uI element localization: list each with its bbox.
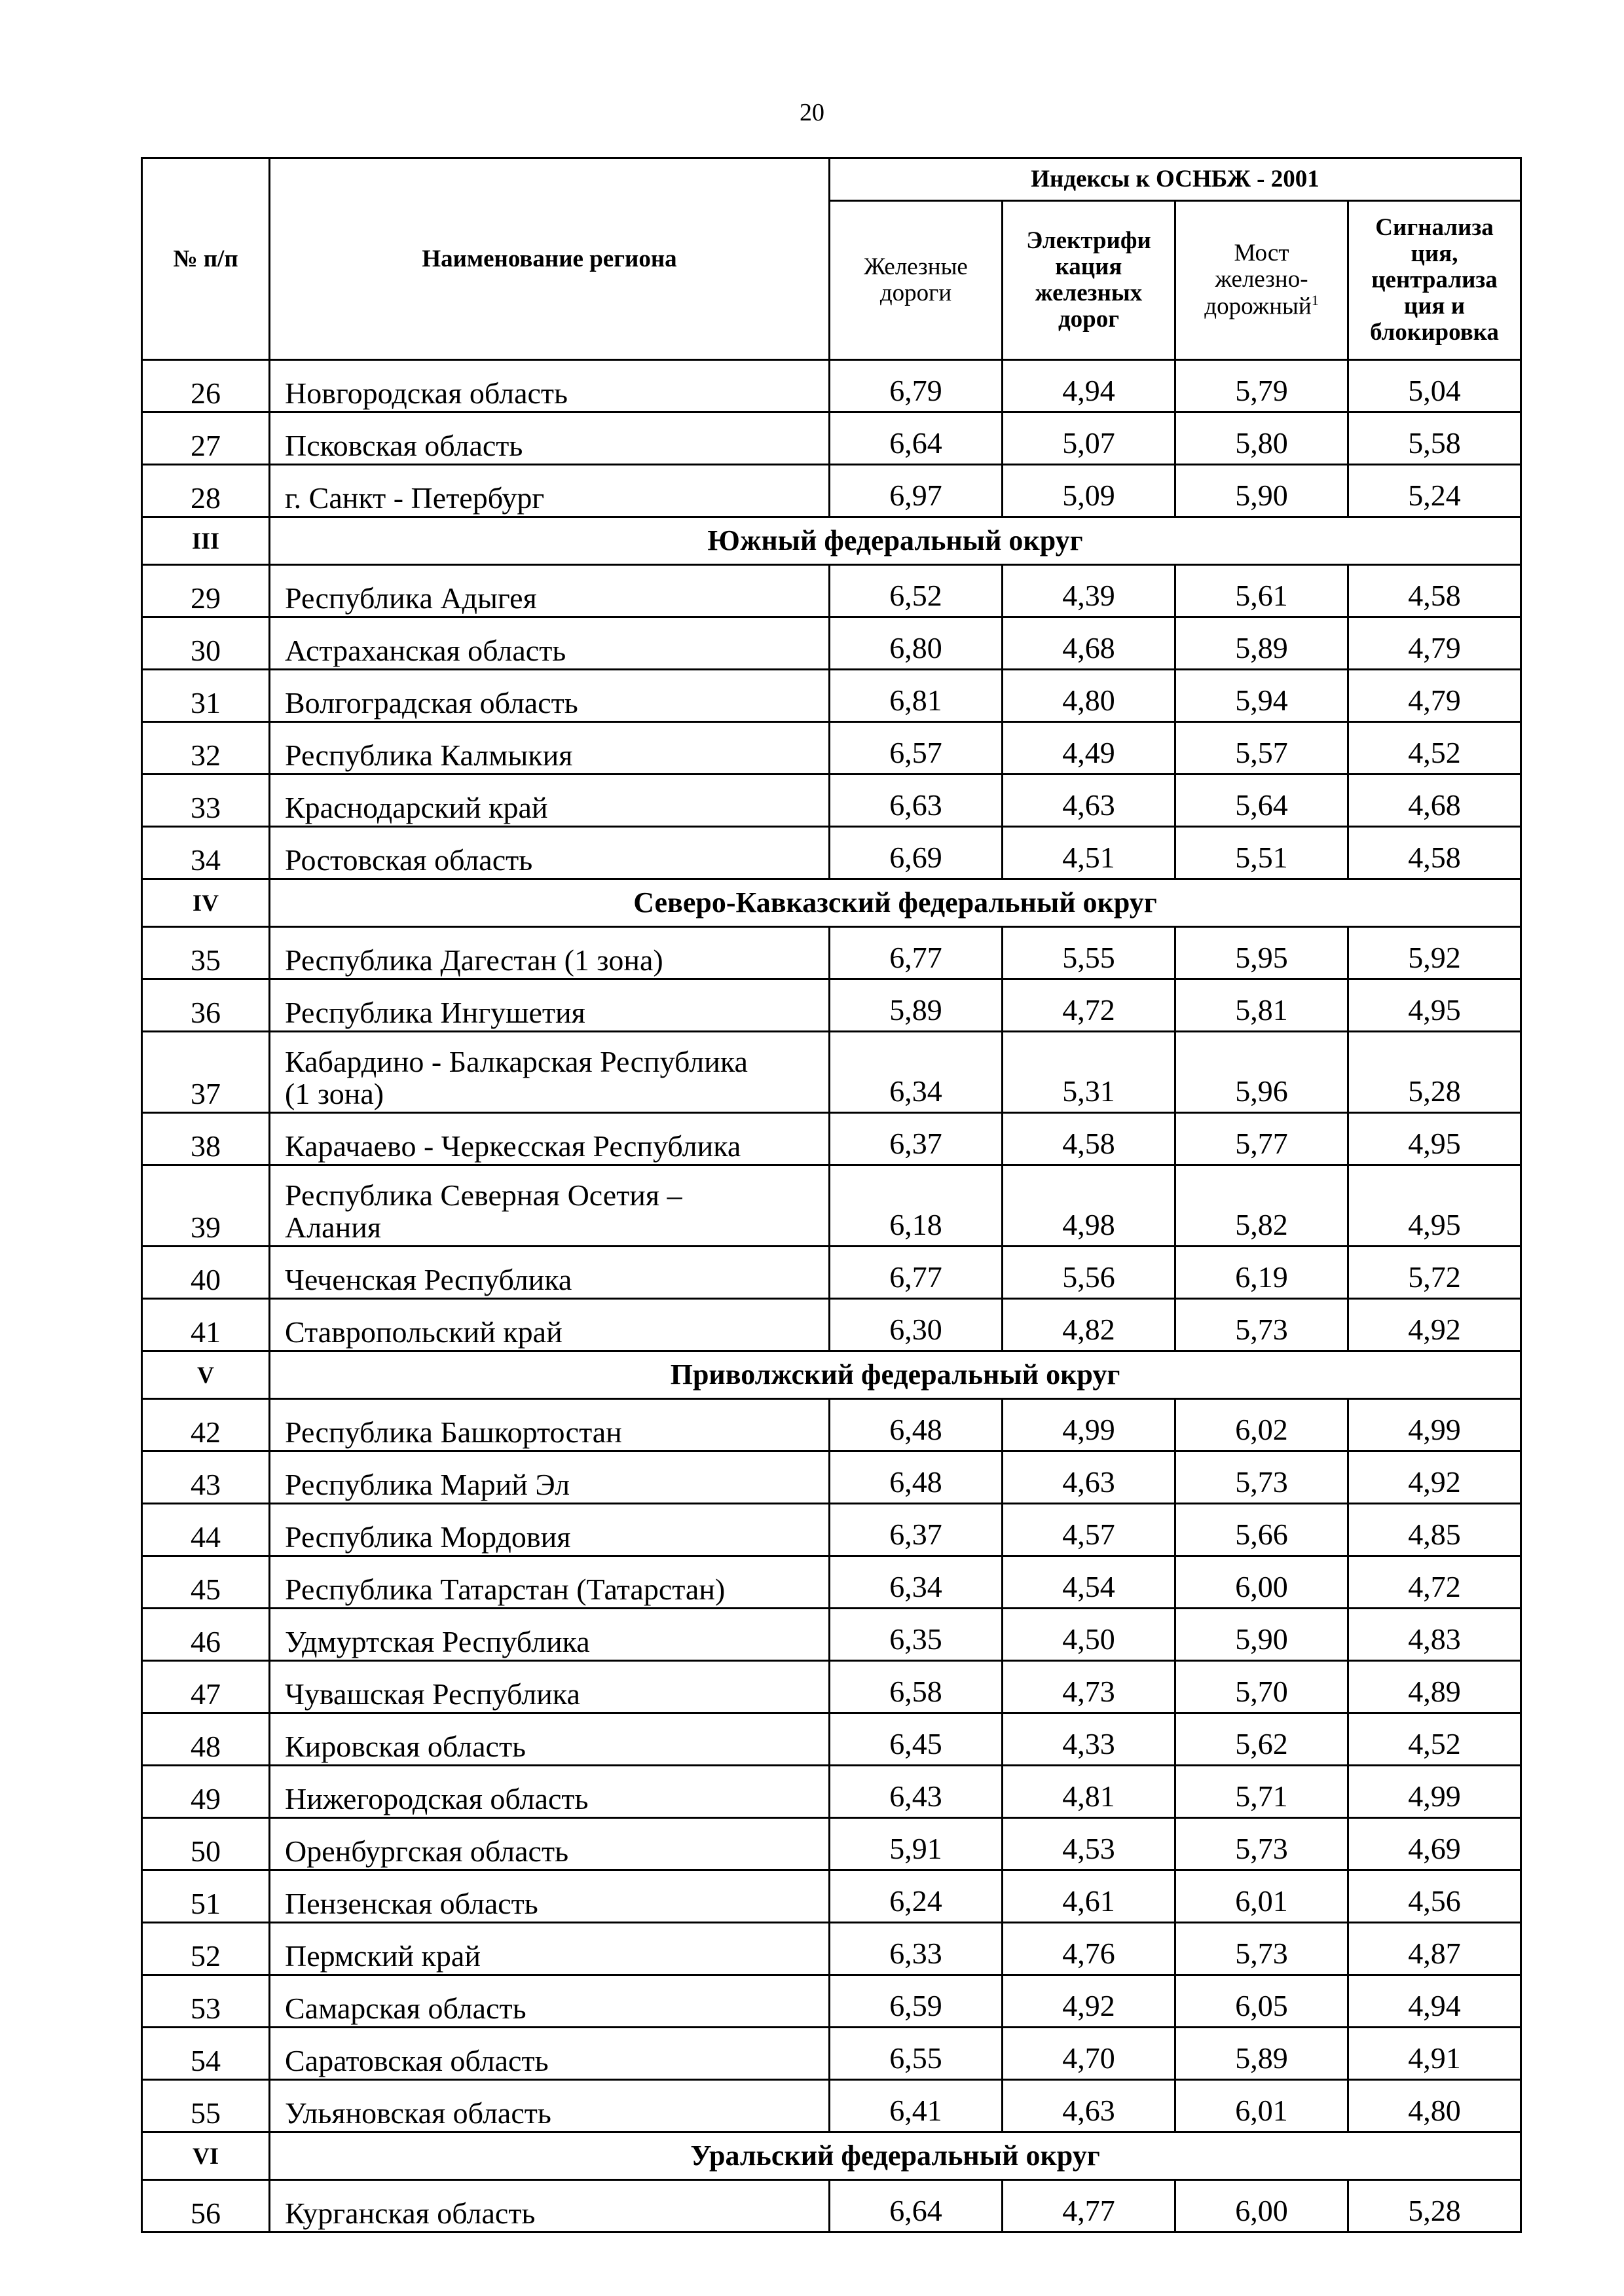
header-signalling: Сигнализа ция, централиза ция и блокировка [1348, 201, 1521, 360]
region-name: Пермский край [270, 1923, 830, 1975]
signalling-index: 4,89 [1348, 1661, 1521, 1713]
table-row [142, 1870, 1521, 1923]
railway-index: 6,34 [830, 1556, 1003, 1609]
row-number: 55 [142, 2080, 270, 2132]
region-name: г. Санкт - Петербург [270, 465, 830, 517]
row-number: 34 [142, 827, 270, 879]
row-number: 28 [142, 465, 270, 517]
row-number: 27 [142, 412, 270, 465]
railway-index: 6,33 [830, 1923, 1003, 1975]
region-name: Краснодарский край [270, 774, 830, 827]
electrification-index: 4,92 [1003, 1975, 1175, 2028]
electrification-index: 4,39 [1003, 565, 1175, 617]
region-name: Республика Татарстан (Татарстан) [270, 1556, 830, 1609]
bridge-index: 5,61 [1175, 565, 1348, 617]
railway-index: 6,37 [830, 1113, 1003, 1165]
table-row [142, 2180, 1521, 2232]
signalling-index: 4,83 [1348, 1609, 1521, 1661]
railway-index: 6,55 [830, 2028, 1003, 2080]
district-number: III [142, 517, 270, 565]
table-body [142, 360, 1521, 2232]
bridge-index: 5,79 [1175, 360, 1348, 412]
header-bridge: Мост железно- дорожный$^1$ [1175, 201, 1348, 360]
signalling-index: 4,91 [1348, 2028, 1521, 2080]
signalling-index: 4,72 [1348, 1556, 1521, 1609]
table-row [142, 1713, 1521, 1766]
electrification-index: 4,61 [1003, 1870, 1175, 1923]
bridge-index: 5,73 [1175, 1299, 1348, 1351]
district-name: Уральский федеральный округ [270, 2132, 1521, 2180]
bridge-index: 5,95 [1175, 927, 1348, 979]
signalling-index: 5,28 [1348, 1032, 1521, 1113]
bridge-index: 5,80 [1175, 412, 1348, 465]
region-name: Кировская область [270, 1713, 830, 1766]
bridge-index: 5,90 [1175, 465, 1348, 517]
electrification-index: 5,07 [1003, 412, 1175, 465]
row-number: 37 [142, 1032, 270, 1113]
electrification-index: 4,58 [1003, 1113, 1175, 1165]
row-number: 45 [142, 1556, 270, 1609]
bridge-index: 5,64 [1175, 774, 1348, 827]
district-name: Приволжский федеральный округ [270, 1351, 1521, 1399]
signalling-index: 4,95 [1348, 979, 1521, 1032]
electrification-index: 4,70 [1003, 2028, 1175, 2080]
region-name: Республика Северная Осетия – Алания [270, 1165, 830, 1247]
electrification-index: 5,09 [1003, 465, 1175, 517]
signalling-index: 4,80 [1348, 2080, 1521, 2132]
region-name: Ульяновская область [270, 2080, 830, 2132]
district-number: VI [142, 2132, 270, 2180]
signalling-index: 4,69 [1348, 1818, 1521, 1870]
bridge-index: 6,19 [1175, 1247, 1348, 1299]
row-number: 26 [142, 360, 270, 412]
table-row [142, 2080, 1521, 2132]
railway-index: 6,34 [830, 1032, 1003, 1113]
signalling-index: 4,92 [1348, 1451, 1521, 1504]
electrification-index: 4,50 [1003, 1609, 1175, 1661]
header-railways: Железные дороги [830, 201, 1003, 360]
region-name: Астраханская область [270, 617, 830, 670]
electrification-index: 4,80 [1003, 670, 1175, 722]
electrification-index: 4,63 [1003, 1451, 1175, 1504]
bridge-index: 5,62 [1175, 1713, 1348, 1766]
railway-index: 6,45 [830, 1713, 1003, 1766]
regional-index-table [141, 157, 1522, 2233]
bridge-index: 5,90 [1175, 1609, 1348, 1661]
bridge-index: 5,70 [1175, 1661, 1348, 1713]
table-row [142, 1399, 1521, 1451]
table-row [142, 1661, 1521, 1713]
signalling-index: 4,68 [1348, 774, 1521, 827]
bridge-index: 5,51 [1175, 827, 1348, 879]
table-row [142, 979, 1521, 1032]
row-number: 43 [142, 1451, 270, 1504]
signalling-index: 4,95 [1348, 1113, 1521, 1165]
signalling-index: 4,58 [1348, 565, 1521, 617]
region-name: Ростовская область [270, 827, 830, 879]
electrification-index: 4,98 [1003, 1165, 1175, 1247]
signalling-index: 4,79 [1348, 670, 1521, 722]
region-name: Республика Ингушетия [270, 979, 830, 1032]
table-row [142, 1299, 1521, 1351]
signalling-index: 5,28 [1348, 2180, 1521, 2232]
table-row [142, 565, 1521, 617]
electrification-index: 4,77 [1003, 2180, 1175, 2232]
railway-index: 6,64 [830, 412, 1003, 465]
region-name: Ставропольский край [270, 1299, 830, 1351]
bridge-index: 5,96 [1175, 1032, 1348, 1113]
electrification-index: 5,56 [1003, 1247, 1175, 1299]
signalling-index: 4,52 [1348, 1713, 1521, 1766]
railway-index: 6,41 [830, 2080, 1003, 2132]
signalling-index: 4,99 [1348, 1766, 1521, 1818]
railway-index: 6,24 [830, 1870, 1003, 1923]
railway-index: 6,37 [830, 1504, 1003, 1556]
bridge-index: 5,81 [1175, 979, 1348, 1032]
row-number: 30 [142, 617, 270, 670]
bridge-index: 6,01 [1175, 1870, 1348, 1923]
region-name: Чеченская Республика [270, 1247, 830, 1299]
row-number: 44 [142, 1504, 270, 1556]
table-row [142, 412, 1521, 465]
bridge-index: 5,73 [1175, 1451, 1348, 1504]
row-number: 35 [142, 927, 270, 979]
railway-index: 6,35 [830, 1609, 1003, 1661]
railway-index: 6,18 [830, 1165, 1003, 1247]
bridge-index: 6,00 [1175, 1556, 1348, 1609]
electrification-index: 4,63 [1003, 2080, 1175, 2132]
region-name: Курганская область [270, 2180, 830, 2232]
signalling-index: 5,04 [1348, 360, 1521, 412]
table-row [142, 465, 1521, 517]
electrification-index: 5,55 [1003, 927, 1175, 979]
region-name: Республика Калмыкия [270, 722, 830, 774]
railway-index: 6,81 [830, 670, 1003, 722]
footnote-mark: 1 [1311, 292, 1319, 309]
electrification-index: 4,51 [1003, 827, 1175, 879]
row-number: 31 [142, 670, 270, 722]
signalling-index: 5,58 [1348, 412, 1521, 465]
electrification-index: 4,53 [1003, 1818, 1175, 1870]
signalling-index: 4,52 [1348, 722, 1521, 774]
district-section-row [142, 879, 1521, 927]
bridge-index: 5,57 [1175, 722, 1348, 774]
railway-index: 6,30 [830, 1299, 1003, 1351]
region-name: Псковская область [270, 412, 830, 465]
region-name: Новгородская область [270, 360, 830, 412]
electrification-index: 4,82 [1003, 1299, 1175, 1351]
table-row [142, 670, 1521, 722]
railway-index: 5,91 [830, 1818, 1003, 1870]
railway-index: 6,77 [830, 927, 1003, 979]
table-row [142, 1923, 1521, 1975]
row-number: 41 [142, 1299, 270, 1351]
table-row [142, 927, 1521, 979]
table-row [142, 827, 1521, 879]
region-name: Республика Башкортостан [270, 1399, 830, 1451]
region-name: Республика Дагестан (1 зона) [270, 927, 830, 979]
table-row [142, 774, 1521, 827]
row-number: 42 [142, 1399, 270, 1451]
row-number: 46 [142, 1609, 270, 1661]
electrification-index: 4,81 [1003, 1766, 1175, 1818]
region-name: Республика Адыгея [270, 565, 830, 617]
row-number: 32 [142, 722, 270, 774]
district-name: Северо-Кавказский федеральный округ [270, 879, 1521, 927]
row-number: 48 [142, 1713, 270, 1766]
signalling-index: 4,94 [1348, 1975, 1521, 2028]
railway-index: 6,63 [830, 774, 1003, 827]
region-name: Республика Мордовия [270, 1504, 830, 1556]
railway-index: 6,48 [830, 1451, 1003, 1504]
railway-index: 6,69 [830, 827, 1003, 879]
railway-index: 5,89 [830, 979, 1003, 1032]
region-name: Республика Марий Эл [270, 1451, 830, 1504]
signalling-index: 5,92 [1348, 927, 1521, 979]
row-number: 38 [142, 1113, 270, 1165]
region-name: Оренбургская область [270, 1818, 830, 1870]
signalling-index: 4,92 [1348, 1299, 1521, 1351]
region-name: Самарская область [270, 1975, 830, 2028]
electrification-index: 5,31 [1003, 1032, 1175, 1113]
railway-index: 6,79 [830, 360, 1003, 412]
bridge-index: 5,71 [1175, 1766, 1348, 1818]
bridge-index: 5,73 [1175, 1923, 1348, 1975]
region-name: Волгоградская область [270, 670, 830, 722]
electrification-index: 4,99 [1003, 1399, 1175, 1451]
region-name: Пензенская область [270, 1870, 830, 1923]
table-row [142, 1818, 1521, 1870]
district-number: V [142, 1351, 270, 1399]
row-number: 29 [142, 565, 270, 617]
table-row [142, 1609, 1521, 1661]
row-number: 56 [142, 2180, 270, 2232]
header-index-group: Индексы к ОСНБЖ - 2001 [830, 158, 1521, 201]
signalling-index: 5,72 [1348, 1247, 1521, 1299]
table-row [142, 1556, 1521, 1609]
railway-index: 6,52 [830, 565, 1003, 617]
bridge-index: 5,89 [1175, 2028, 1348, 2080]
signalling-index: 5,24 [1348, 465, 1521, 517]
region-name: Нижегородская область [270, 1766, 830, 1818]
electrification-index: 4,54 [1003, 1556, 1175, 1609]
header-electrification: Электрифи кация железных дорог [1003, 201, 1175, 360]
header-region-name: Наименование региона [270, 158, 830, 360]
region-name: Карачаево - Черкесская Республика [270, 1113, 830, 1165]
row-number: 39 [142, 1165, 270, 1247]
row-number: 36 [142, 979, 270, 1032]
electrification-index: 4,94 [1003, 360, 1175, 412]
table-row [142, 1032, 1521, 1113]
electrification-index: 4,72 [1003, 979, 1175, 1032]
signalling-index: 4,56 [1348, 1870, 1521, 1923]
railway-index: 6,43 [830, 1766, 1003, 1818]
table-row [142, 1113, 1521, 1165]
table-row [142, 1766, 1521, 1818]
district-section-row [142, 1351, 1521, 1399]
region-name: Чувашская Республика [270, 1661, 830, 1713]
table-header [142, 158, 1521, 360]
row-number: 51 [142, 1870, 270, 1923]
row-number: 47 [142, 1661, 270, 1713]
bridge-index: 6,05 [1175, 1975, 1348, 2028]
railway-index: 6,80 [830, 617, 1003, 670]
region-name: Удмуртская Республика [270, 1609, 830, 1661]
table-row [142, 617, 1521, 670]
electrification-index: 4,73 [1003, 1661, 1175, 1713]
row-number: 54 [142, 2028, 270, 2080]
table-row [142, 1247, 1521, 1299]
district-number: IV [142, 879, 270, 927]
row-number: 49 [142, 1766, 270, 1818]
table-row [142, 2028, 1521, 2080]
bridge-index: 5,94 [1175, 670, 1348, 722]
signalling-index: 4,58 [1348, 827, 1521, 879]
bridge-index: 6,02 [1175, 1399, 1348, 1451]
railway-index: 6,59 [830, 1975, 1003, 2028]
district-name: Южный федеральный округ [270, 517, 1521, 565]
table-row [142, 360, 1521, 412]
region-name: Кабардино - Балкарская Республика (1 зона) [270, 1032, 830, 1113]
railway-index: 6,48 [830, 1399, 1003, 1451]
bridge-index: 5,89 [1175, 617, 1348, 670]
bridge-index: 5,77 [1175, 1113, 1348, 1165]
row-number: 33 [142, 774, 270, 827]
railway-index: 6,77 [830, 1247, 1003, 1299]
table-row [142, 1504, 1521, 1556]
row-number: 52 [142, 1923, 270, 1975]
signalling-index: 4,99 [1348, 1399, 1521, 1451]
railway-index: 6,97 [830, 465, 1003, 517]
bridge-index: 5,66 [1175, 1504, 1348, 1556]
table-row [142, 722, 1521, 774]
bridge-index: 6,00 [1175, 2180, 1348, 2232]
region-name: Саратовская область [270, 2028, 830, 2080]
electrification-index: 4,63 [1003, 774, 1175, 827]
railway-index: 6,64 [830, 2180, 1003, 2232]
bridge-index: 6,01 [1175, 2080, 1348, 2132]
page-number: 20 [800, 99, 824, 126]
table-row [142, 1165, 1521, 1247]
railway-index: 6,57 [830, 722, 1003, 774]
bridge-index: 5,73 [1175, 1818, 1348, 1870]
signalling-index: 4,95 [1348, 1165, 1521, 1247]
table-row [142, 1451, 1521, 1504]
electrification-index: 4,57 [1003, 1504, 1175, 1556]
district-section-row [142, 517, 1521, 565]
row-number: 40 [142, 1247, 270, 1299]
table-row [142, 1975, 1521, 2028]
signalling-index: 4,85 [1348, 1504, 1521, 1556]
bridge-index: 5,82 [1175, 1165, 1348, 1247]
header-number: № п/п [142, 158, 270, 360]
row-number: 53 [142, 1975, 270, 2028]
electrification-index: 4,33 [1003, 1713, 1175, 1766]
signalling-index: 4,79 [1348, 617, 1521, 670]
electrification-index: 4,49 [1003, 722, 1175, 774]
railway-index: 6,58 [830, 1661, 1003, 1713]
row-number: 50 [142, 1818, 270, 1870]
electrification-index: 4,68 [1003, 617, 1175, 670]
electrification-index: 4,76 [1003, 1923, 1175, 1975]
district-section-row [142, 2132, 1521, 2180]
signalling-index: 4,87 [1348, 1923, 1521, 1975]
